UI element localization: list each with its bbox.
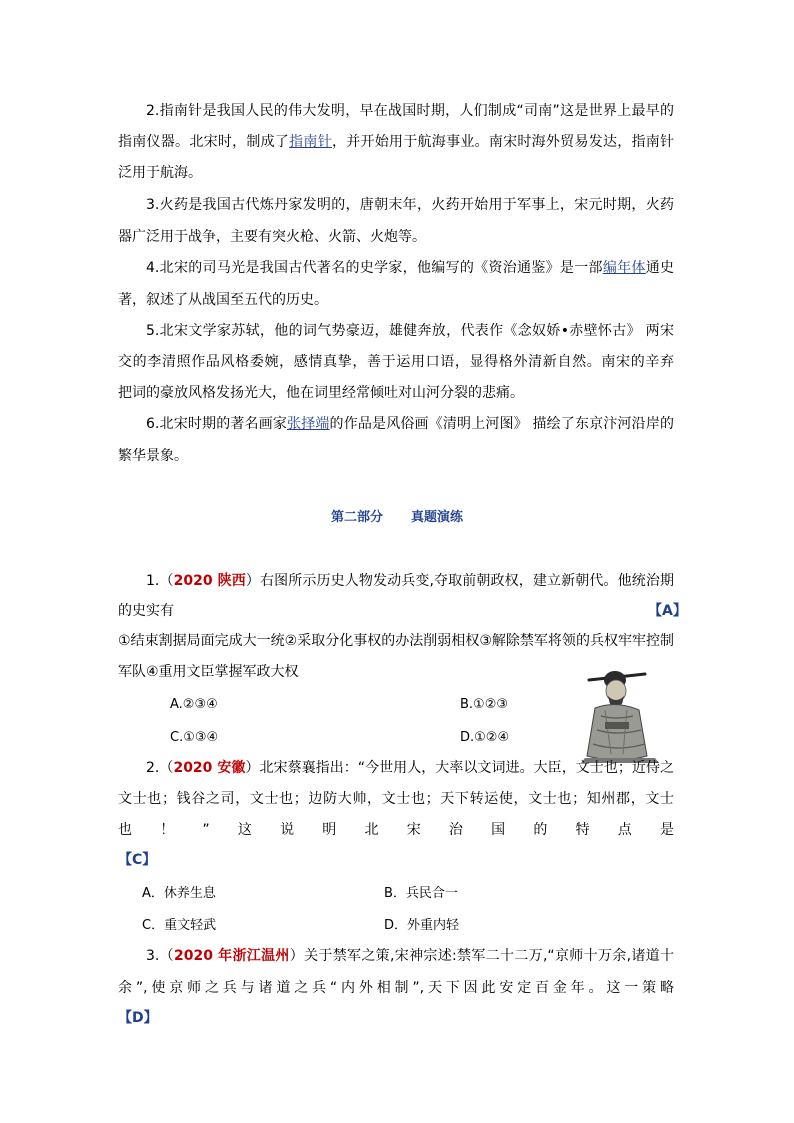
q3-stem-line2: 余”,使京师之兵与诸道之兵“内外相制”,天下因此安定百金年。这一策略 [118, 980, 674, 996]
painter-link[interactable]: 张择端 [287, 416, 330, 432]
q1-stem-line2: 的史实有 [118, 603, 174, 619]
p5-line2: 交的李清照作品风格委婉，感情真挚，善于运用口语，显得格外清新自然。南宋的辛弃 [118, 354, 674, 370]
p5-line3: 把词的豪放风格发扬光大，他在词里经常倾吐对山河分裂的悲痛。 [118, 385, 524, 401]
q1-choice-b[interactable]: B.①②③ [460, 697, 509, 712]
emperor-portrait-image [575, 660, 673, 764]
q2-choice-d[interactable]: D．外重内轻 [384, 918, 460, 933]
q2-choice-a[interactable]: A．休养生息 [142, 886, 216, 901]
q3-answer: 【D】 [118, 1010, 158, 1026]
q2-choice-c[interactable]: C．重文轻武 [142, 918, 217, 933]
q1-choice-d[interactable]: D.①②④ [460, 730, 510, 745]
p2-line3: 泛用于航海。 [118, 165, 202, 181]
q1-options-line1: ①结束割据局面完成大一统②采取分化事权的办法削弱相权③解除禁军将领的兵权牢牢控制 [118, 633, 674, 649]
q3-stem-line1: 3.（2020 年浙江温州）关于禁军之策,宋神宗述:禁军二十二万,“京师十万余,诸道十 [146, 948, 674, 964]
p2-line2: 指南仪器。北宋时，制成了指南针，并开始用于航海事业。南宋时海外贸易发达，指南针 [118, 134, 674, 150]
q2-choice-b[interactable]: B．兵民合一 [384, 886, 458, 901]
p2-line1: 2.指南针是我国人民的伟大发明，早在战国时期，人们制成“司南”这是世界上最早的 [146, 103, 674, 119]
chronicle-link[interactable]: 编年体 [602, 260, 646, 276]
p3-line2: 器广泛用于战争，主要有突火枪、火箭、火炮等。 [118, 229, 426, 245]
compass-link[interactable]: 指南针 [289, 134, 332, 150]
q1-choice-c[interactable]: C.①③④ [170, 730, 219, 745]
q1-options-line2: 军队④重用文臣掌握军政大权 [118, 664, 299, 680]
p4-line1: 4.北宋的司马光是我国古代著名的史学家，他编写的《资治通鉴》是一部编年体通史 [146, 260, 674, 276]
p4-line2: 著，叙述了从战国至五代的历史。 [118, 292, 328, 308]
section-title: 第二部分 真题演练 [330, 510, 464, 525]
p3-line1: 3.火药是我国古代炼丹家发明的，唐朝末年，火药开始用于军事上，宋元时期，火药 [146, 197, 674, 213]
p5-line1: 5.北宋文学家苏轼，他的词气势豪迈，雄健奔放，代表作《念奴娇•赤壁怀古》 两宋 [146, 323, 674, 339]
q1-answer: 【A】 [648, 603, 687, 619]
q2-stem-line1: 2.（2020 安徽）北宋蔡襄指出：“今世用人，大率以文词进。大臣，文士也；近侍之 [146, 760, 674, 776]
q2-stem-line2: 文士也；钱谷之司，文士也；边防大帅，文士也；天下转运使，文士也；知州郡，文士 [118, 791, 674, 807]
q1-stem-line1: 1.（2020 陕西）右图所示历史人物发动兵变,夺取前朝政权，建立新朝代。他统治期 [146, 573, 674, 589]
q2-stem-line3: 也！”这说明北宋治国的特点是 [118, 822, 674, 838]
q1-choice-a[interactable]: A.②③④ [170, 697, 218, 712]
q2-answer: 【C】 [118, 852, 157, 868]
p6-line2: 繁华景象。 [118, 448, 188, 464]
p6-line1: 6.北宋时期的著名画家张择端的作品是风俗画《清明上河图》 描绘了东京汴河沿岸的 [146, 416, 674, 432]
